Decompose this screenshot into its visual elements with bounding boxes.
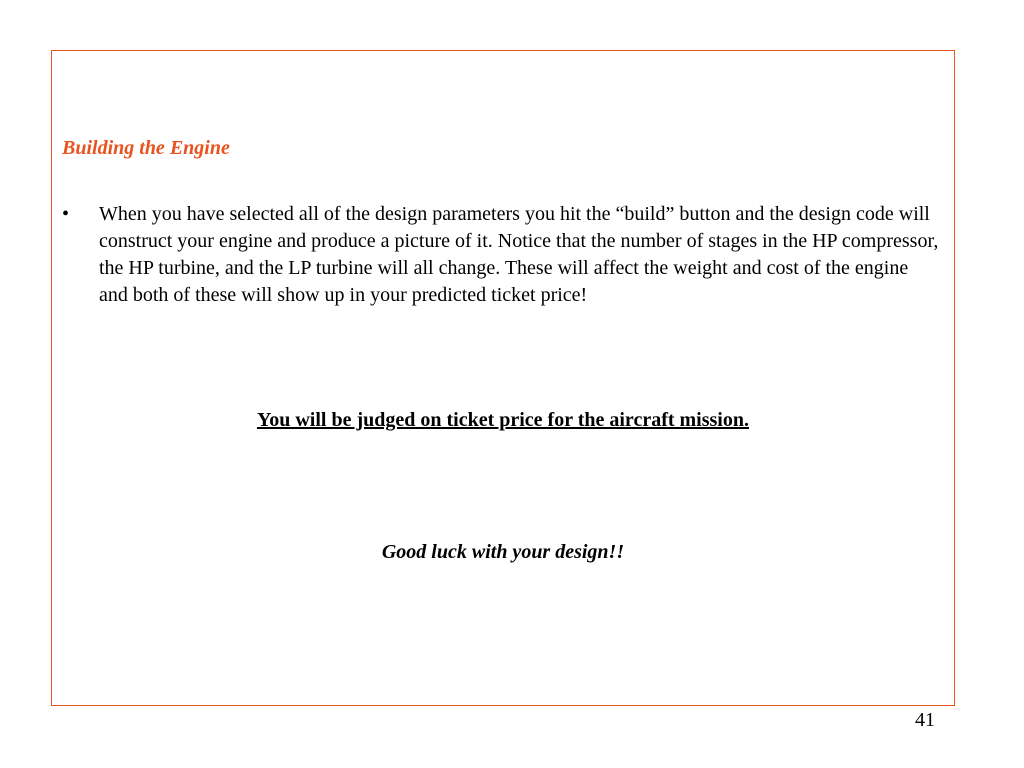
bullet-marker: • xyxy=(62,203,70,225)
bullet-text: When you have selected all of the design parameters you hit the “build” button and the design code will construct your engine and produce a picture of it. Notice that the number of stages in the HP compressor, the HP turbine, and the LP turbine will all change. These will affect the weight and cost of the engine and both of these will show up in your predicted ticket price! xyxy=(99,203,939,306)
section-title: Building the Engine xyxy=(62,137,230,159)
bullet-item xyxy=(62,201,942,309)
closing-message: Good luck with your design!! xyxy=(381,541,625,563)
page-number: 41 xyxy=(915,709,935,731)
judged-note: You will be judged on ticket price for the aircraft mission. xyxy=(256,409,749,431)
